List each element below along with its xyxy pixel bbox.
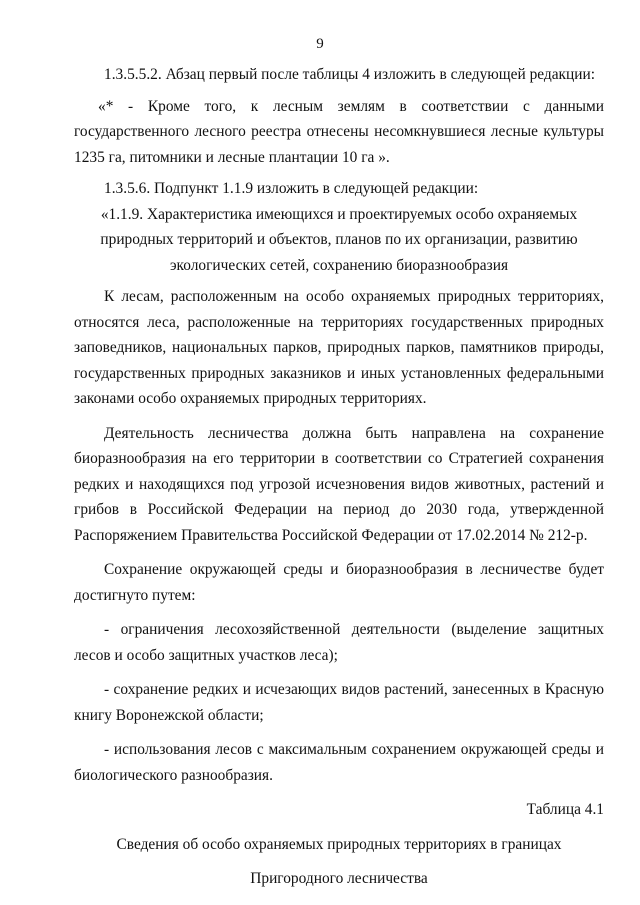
section-heading: «1.1.9. Характеристика имеющихся и проектируемых особо охраняемых природных территорий и объектов, планов по их организации, развитию экологических сетей, сохранению биоразнообразия bbox=[100, 205, 578, 274]
list-item-forest-use: - использования лесов с максимальным сохранением окружающей среды и биологического разнообразия. bbox=[74, 741, 604, 784]
paragraph-amendment-1: 1.3.5.5.2. Абзац первый после таблицы 4 изложить в следующей редакции: bbox=[104, 66, 596, 83]
table-caption: Сведения об особо охраняемых природных территориях в границах bbox=[116, 835, 562, 853]
document-body bbox=[74, 62, 604, 892]
paragraph-conservation-intro: Сохранение окружающей среды и биоразнообразия в лесничестве будет достигнуто путем: bbox=[74, 561, 604, 604]
paragraph-protected-forests: К лесам, расположенным на особо охраняемых природных территориях, относятся леса, расположенные на территориях государственных природных заповедников, национальных парков, природных парков, памятников природы, государственных природных заказников и иных установленных федеральными законами особо охраняемых природных территориях. bbox=[74, 288, 604, 407]
list-item-restrictions: - ограничения лесохозяйственной деятельности (выделение защитных лесов и особо защитных участков леса); bbox=[74, 621, 604, 664]
table-label: Таблица 4.1 bbox=[526, 801, 604, 818]
page-number: 9 bbox=[316, 36, 324, 52]
paragraph-amendment-2: 1.3.5.6. Подпункт 1.1.9 изложить в следующей редакции: bbox=[104, 180, 479, 197]
paragraph-quoted-note: «* - Кроме того, к лесным землям в соответствии с данными государственного лесного реестра отнесены несомкнувшиеся лесные культуры 1235 га, питомники и лесные плантации 10 га ». bbox=[74, 97, 604, 166]
table-caption-line-2: Пригородного лесничества bbox=[250, 870, 428, 887]
paragraph-biodiversity: Деятельность лесничества должна быть направлена на сохранение биоразнообразия на его территории в соответствии со Стратегией сохранения редких и находящихся под угрозой исчезновения видов животных, растений и грибов в Российской Федерации на период до 2030 года, утвержденной Распоряжением Правительства Российской Федерации от 17.02.2014 № 212-р. bbox=[74, 424, 604, 544]
list-item-rare-species: - сохранение редких и исчезающих видов растений, занесенных в Красную книгу Воронежской области; bbox=[74, 681, 604, 724]
